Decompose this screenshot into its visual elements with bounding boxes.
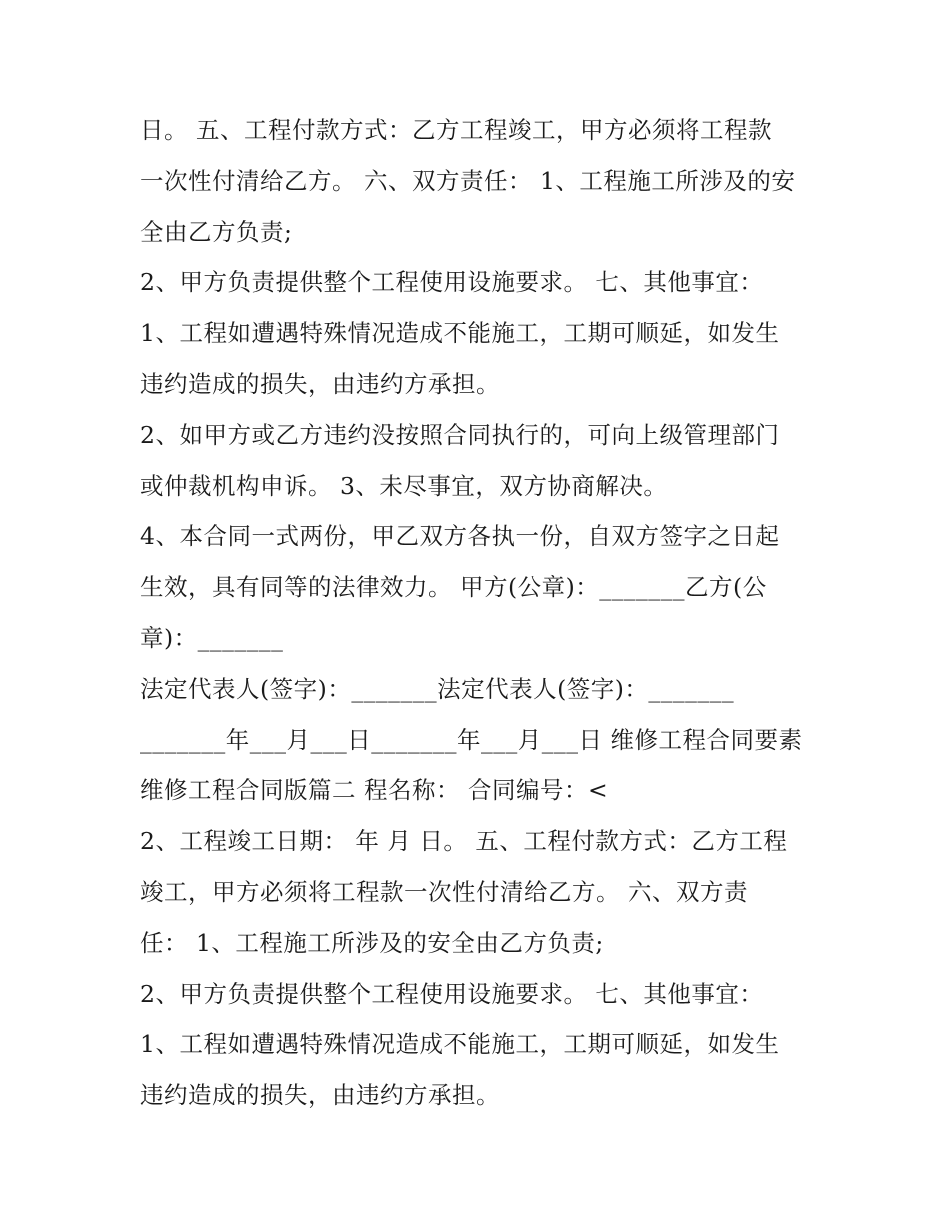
- text-line: 日。 五、工程付款方式：乙方工程竣工，甲方必须将工程款: [140, 116, 772, 144]
- text-line: 法定代表人(签字)：_______法定代表人(签字)：_______: [140, 674, 735, 703]
- text-line: 竣工，甲方必须将工程款一次性付清给乙方。 六、双方责: [140, 877, 748, 906]
- text-line: 2、甲方负责提供整个工程使用设施要求。 七、其他事宜：: [140, 268, 764, 297]
- text-line: 2、如甲方或乙方违约没按照合同执行的，可向上级管理部门: [140, 420, 780, 449]
- text-line: 2、工程竣工日期： 年 月 日。 五、工程付款方式：乙方工程: [140, 827, 788, 856]
- text-line: 违约造成的损失，由违约方承担。: [140, 1081, 500, 1110]
- text-line: 一次性付清给乙方。 六、双方责任： 1、工程施工所涉及的安: [140, 166, 796, 195]
- text-line: 2、甲方负责提供整个工程使用设施要求。 七、其他事宜：: [140, 979, 764, 1008]
- contract-body-text: [140, 105, 820, 1121]
- text-line: 章)：_______: [140, 623, 284, 652]
- text-line: 全由乙方负责;: [140, 217, 293, 246]
- text-line: 维修工程合同版篇二 程名称： 合同编号：<: [140, 776, 609, 805]
- text-line: 4、本合同一式两份，甲乙双方各执一份，自双方签字之日起: [140, 522, 780, 551]
- text-line: _______年___月___日_______年___月___日 维修工程合同要素: [140, 725, 803, 754]
- text-line: 1、工程如遭遇特殊情况造成不能施工，工期可顺延，如发生: [140, 319, 780, 348]
- text-line: 任： 1、工程施工所涉及的安全由乙方负责;: [140, 928, 604, 957]
- text-line: 违约造成的损失，由违约方承担。: [140, 369, 500, 398]
- text-line: 1、工程如遭遇特殊情况造成不能施工，工期可顺延，如发生: [140, 1030, 780, 1059]
- text-line: 或仲裁机构申诉。 3、未尽事宜，双方协商解决。: [140, 471, 668, 500]
- text-line: 生效，具有同等的法律效力。 甲方(公章)：_______乙方(公: [140, 573, 767, 602]
